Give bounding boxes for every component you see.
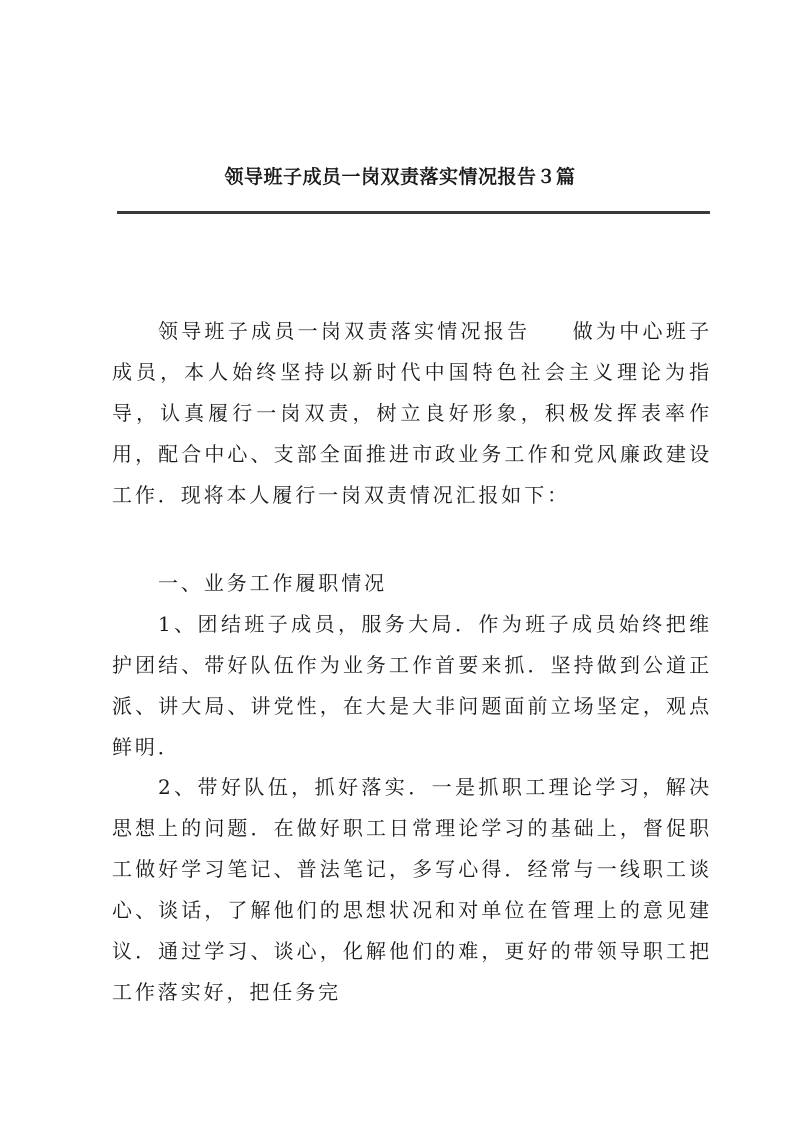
intro-paragraph bbox=[112, 311, 712, 516]
title-divider bbox=[117, 211, 710, 214]
intro-paragraph-text bbox=[112, 311, 712, 516]
intro-body-text: 做为中心班子成员，本人始终坚持以新时代中国特色社会主义理论为指导，认真履行一岗双责，树立良好形象，积极发挥表率作用，配合中心、支部全面推进市政业务工作和党风廉政建设工作．现将本人履行一岗双责情况汇报如下： bbox=[112, 319, 712, 507]
item-2-text: 2、带好队伍，抓好落实．一是抓职工理论学习，解决思想上的问题．在做好职工日常理论学习的基础上，督促职工做好学习笔记、普法笔记，多写心得．经常与一线职工谈心、谈话，了解他们的思想状况和对单位在管理上的意见建议．通过学习、谈心，化解他们的难，更好的带领导职工把工作落实好，把任务完 bbox=[112, 775, 712, 1004]
section-heading-1-text: 一、业务工作履职情况 bbox=[158, 571, 387, 595]
item-1-text: 1、团结班子成员，服务大局．作为班子成员始终把维护团结、带好队伍作为业务工作首要来抓．坚持做到公道正派、讲大局、讲党性，在大是大非问题面前立场坚定，观点鲜明． bbox=[112, 612, 712, 759]
intro-lead-text: 领导班子成员一岗双责落实情况报告 bbox=[158, 319, 531, 343]
document-title: 领导班子成员一岗双责落实情况报告３篇 bbox=[224, 166, 576, 188]
item-1-paragraph bbox=[112, 604, 712, 768]
item-2-paragraph bbox=[112, 767, 712, 1013]
section-heading-1 bbox=[112, 563, 712, 604]
